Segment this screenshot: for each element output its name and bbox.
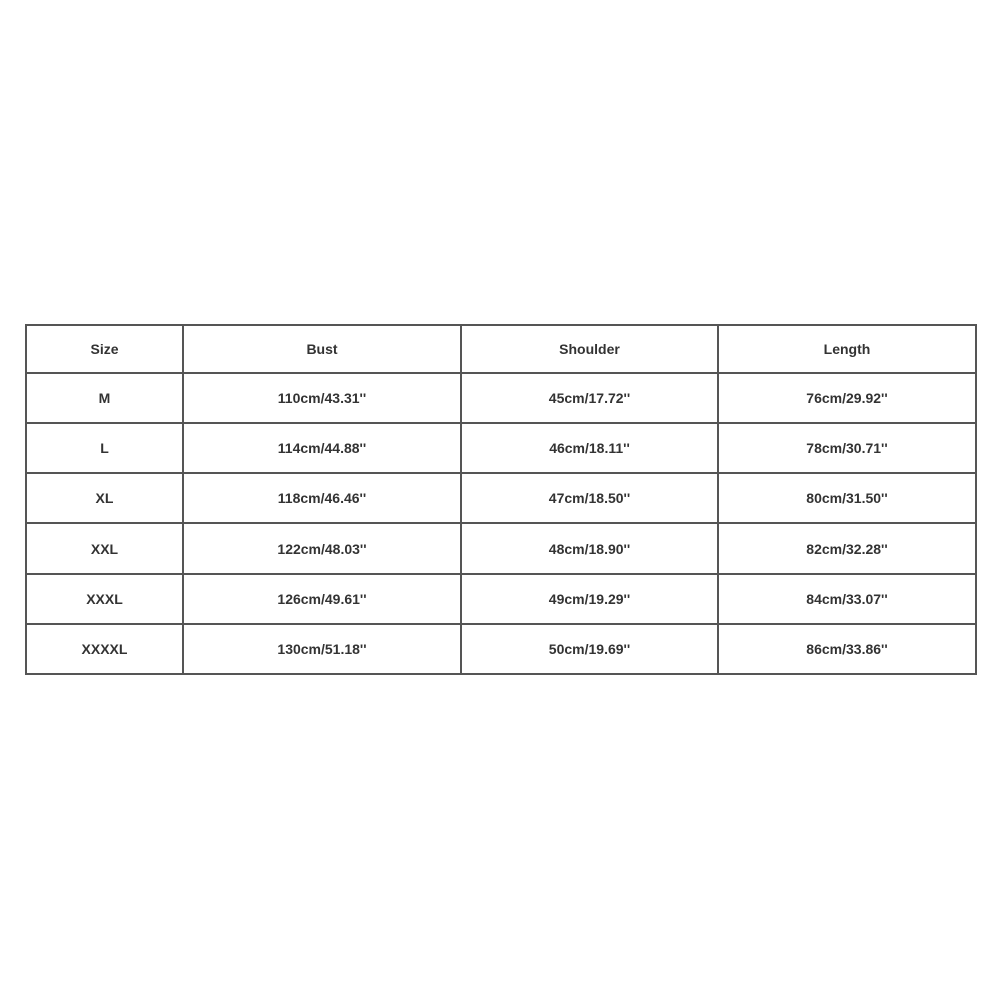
length-cell: 78cm/30.71'' xyxy=(718,423,976,473)
size-cell: XXXXL xyxy=(26,624,183,674)
shoulder-cell: 47cm/18.50'' xyxy=(461,473,718,523)
length-cell: 86cm/33.86'' xyxy=(718,624,976,674)
bust-cell: 130cm/51.18'' xyxy=(183,624,461,674)
size-chart-table xyxy=(25,324,977,675)
length-cell: 80cm/31.50'' xyxy=(718,473,976,523)
header-bust: Bust xyxy=(183,325,461,373)
size-cell: M xyxy=(26,373,183,423)
size-cell: XL xyxy=(26,473,183,523)
bust-cell: 122cm/48.03'' xyxy=(183,523,461,573)
shoulder-cell: 50cm/19.69'' xyxy=(461,624,718,674)
header-shoulder: Shoulder xyxy=(461,325,718,373)
shoulder-cell: 48cm/18.90'' xyxy=(461,523,718,573)
shoulder-cell: 49cm/19.29'' xyxy=(461,574,718,624)
header-length: Length xyxy=(718,325,976,373)
shoulder-cell: 46cm/18.11'' xyxy=(461,423,718,473)
bust-cell: 118cm/46.46'' xyxy=(183,473,461,523)
header-size: Size xyxy=(26,325,183,373)
bust-cell: 114cm/44.88'' xyxy=(183,423,461,473)
size-cell: XXXL xyxy=(26,574,183,624)
table-row xyxy=(26,473,976,523)
table-row xyxy=(26,423,976,473)
table-row xyxy=(26,373,976,423)
bust-cell: 126cm/49.61'' xyxy=(183,574,461,624)
size-cell: XXL xyxy=(26,523,183,573)
size-cell: L xyxy=(26,423,183,473)
bust-cell: 110cm/43.31'' xyxy=(183,373,461,423)
table-row xyxy=(26,574,976,624)
table-row xyxy=(26,624,976,674)
length-cell: 84cm/33.07'' xyxy=(718,574,976,624)
table-row xyxy=(26,523,976,573)
length-cell: 82cm/32.28'' xyxy=(718,523,976,573)
shoulder-cell: 45cm/17.72'' xyxy=(461,373,718,423)
length-cell: 76cm/29.92'' xyxy=(718,373,976,423)
header-row xyxy=(26,325,976,373)
